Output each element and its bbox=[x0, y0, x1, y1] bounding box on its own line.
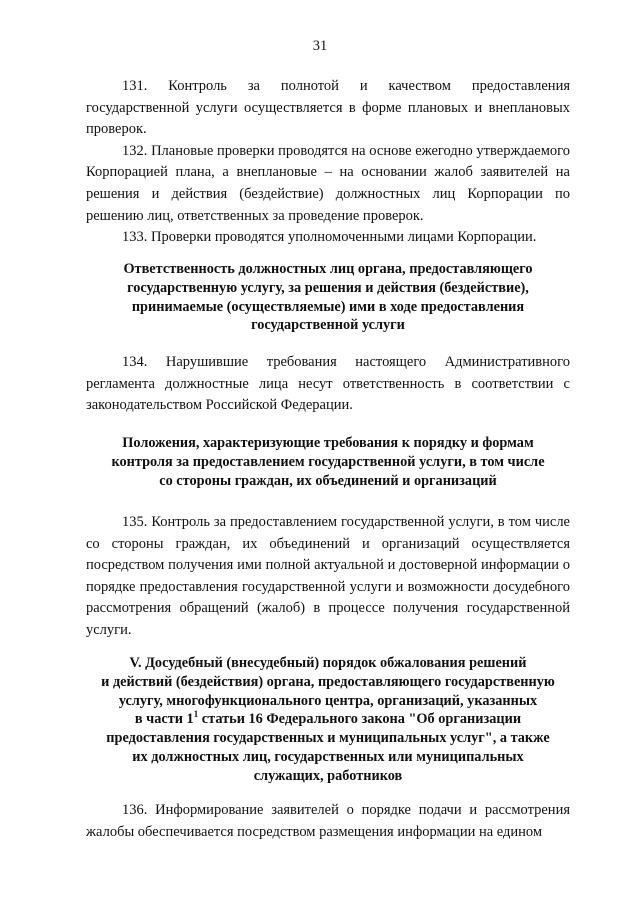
paragraph-132: 132. Плановые проверки проводятся на основе ежегодно утверждаемого Корпорацией плана, а внеплановые – на основании жалоб заявителей на решения и действия (бездействие) должностных лиц Корпорации по решению лиц, ответственных за проведение проверок. bbox=[86, 142, 570, 224]
heading-line: услугу, многофункционального центра, организаций, указанных bbox=[118, 692, 538, 709]
heading-line: государственной услуги bbox=[251, 317, 405, 334]
heading-line: контроля за предоставлением государственной услуги, в том числе bbox=[111, 453, 545, 470]
heading-line: и действий (бездействия) органа, предоставляющего государственную bbox=[101, 673, 555, 690]
heading-line: служащих, работников bbox=[253, 767, 403, 784]
heading-line: V. Досудебный (внесудебный) порядок обжалования решений bbox=[129, 655, 527, 671]
paragraph-131: 131. Контроль за полнотой и качеством предоставления государственной услуги осуществляется в форме плановых и внеплановых проверок. bbox=[86, 78, 570, 138]
paragraph-block-136 bbox=[86, 800, 570, 843]
heading-line: принимаемые (осуществляемые) ими в ходе предоставления bbox=[131, 298, 525, 315]
heading-text: в части 1 bbox=[134, 711, 194, 728]
paragraph-block-134 bbox=[86, 352, 570, 417]
heading-line: Ответственность должностных лиц органа, предоставляющего bbox=[123, 261, 533, 277]
heading-section-5 bbox=[72, 654, 584, 786]
heading-line: предоставления государственных и муниципальных услуг", а также bbox=[106, 730, 550, 747]
heading-responsibility bbox=[72, 260, 584, 335]
page-number: 31 bbox=[312, 38, 328, 54]
heading-line bbox=[72, 710, 584, 729]
heading-line: их должностных лиц, государственных или муниципальных bbox=[132, 748, 524, 765]
heading-text: статьи 16 Федерального закона "Об организации bbox=[198, 711, 522, 728]
heading-line: Положения, характеризующие требования к порядку и формам bbox=[122, 435, 534, 451]
paragraph-136: 136. Информирование заявителей о порядке подачи и рассмотрения жалобы обеспечивается посредством размещения информации на едином bbox=[86, 802, 570, 840]
paragraph-134: 134. Нарушившие требования настоящего Административного регламента должностные лица несут ответственность в соответствии с законодательством Российской Федерации. bbox=[86, 354, 570, 414]
paragraph-135: 135. Контроль за предоставлением государственной услуги, в том числе со стороны граждан, их объединений и организаций осуществляется посредством получения ими полной актуальной и достоверной информации о порядке предоставления государственной услуги и возможности досудебного рассмотрения обращений (жалоб) в процессе получения государственной услуги. bbox=[86, 514, 570, 638]
heading-control bbox=[72, 434, 584, 490]
superscript: 1 bbox=[193, 709, 199, 720]
paragraph-133: 133. Проверки проводятся уполномоченными лицами Корпорации. bbox=[122, 229, 537, 246]
paragraph-block-135 bbox=[86, 512, 570, 642]
heading-line: государственную услугу, за решения и действия (бездействие), bbox=[127, 279, 529, 296]
paragraphs-131-133 bbox=[86, 76, 570, 249]
heading-line: со стороны граждан, их объединений и организаций bbox=[159, 472, 497, 489]
